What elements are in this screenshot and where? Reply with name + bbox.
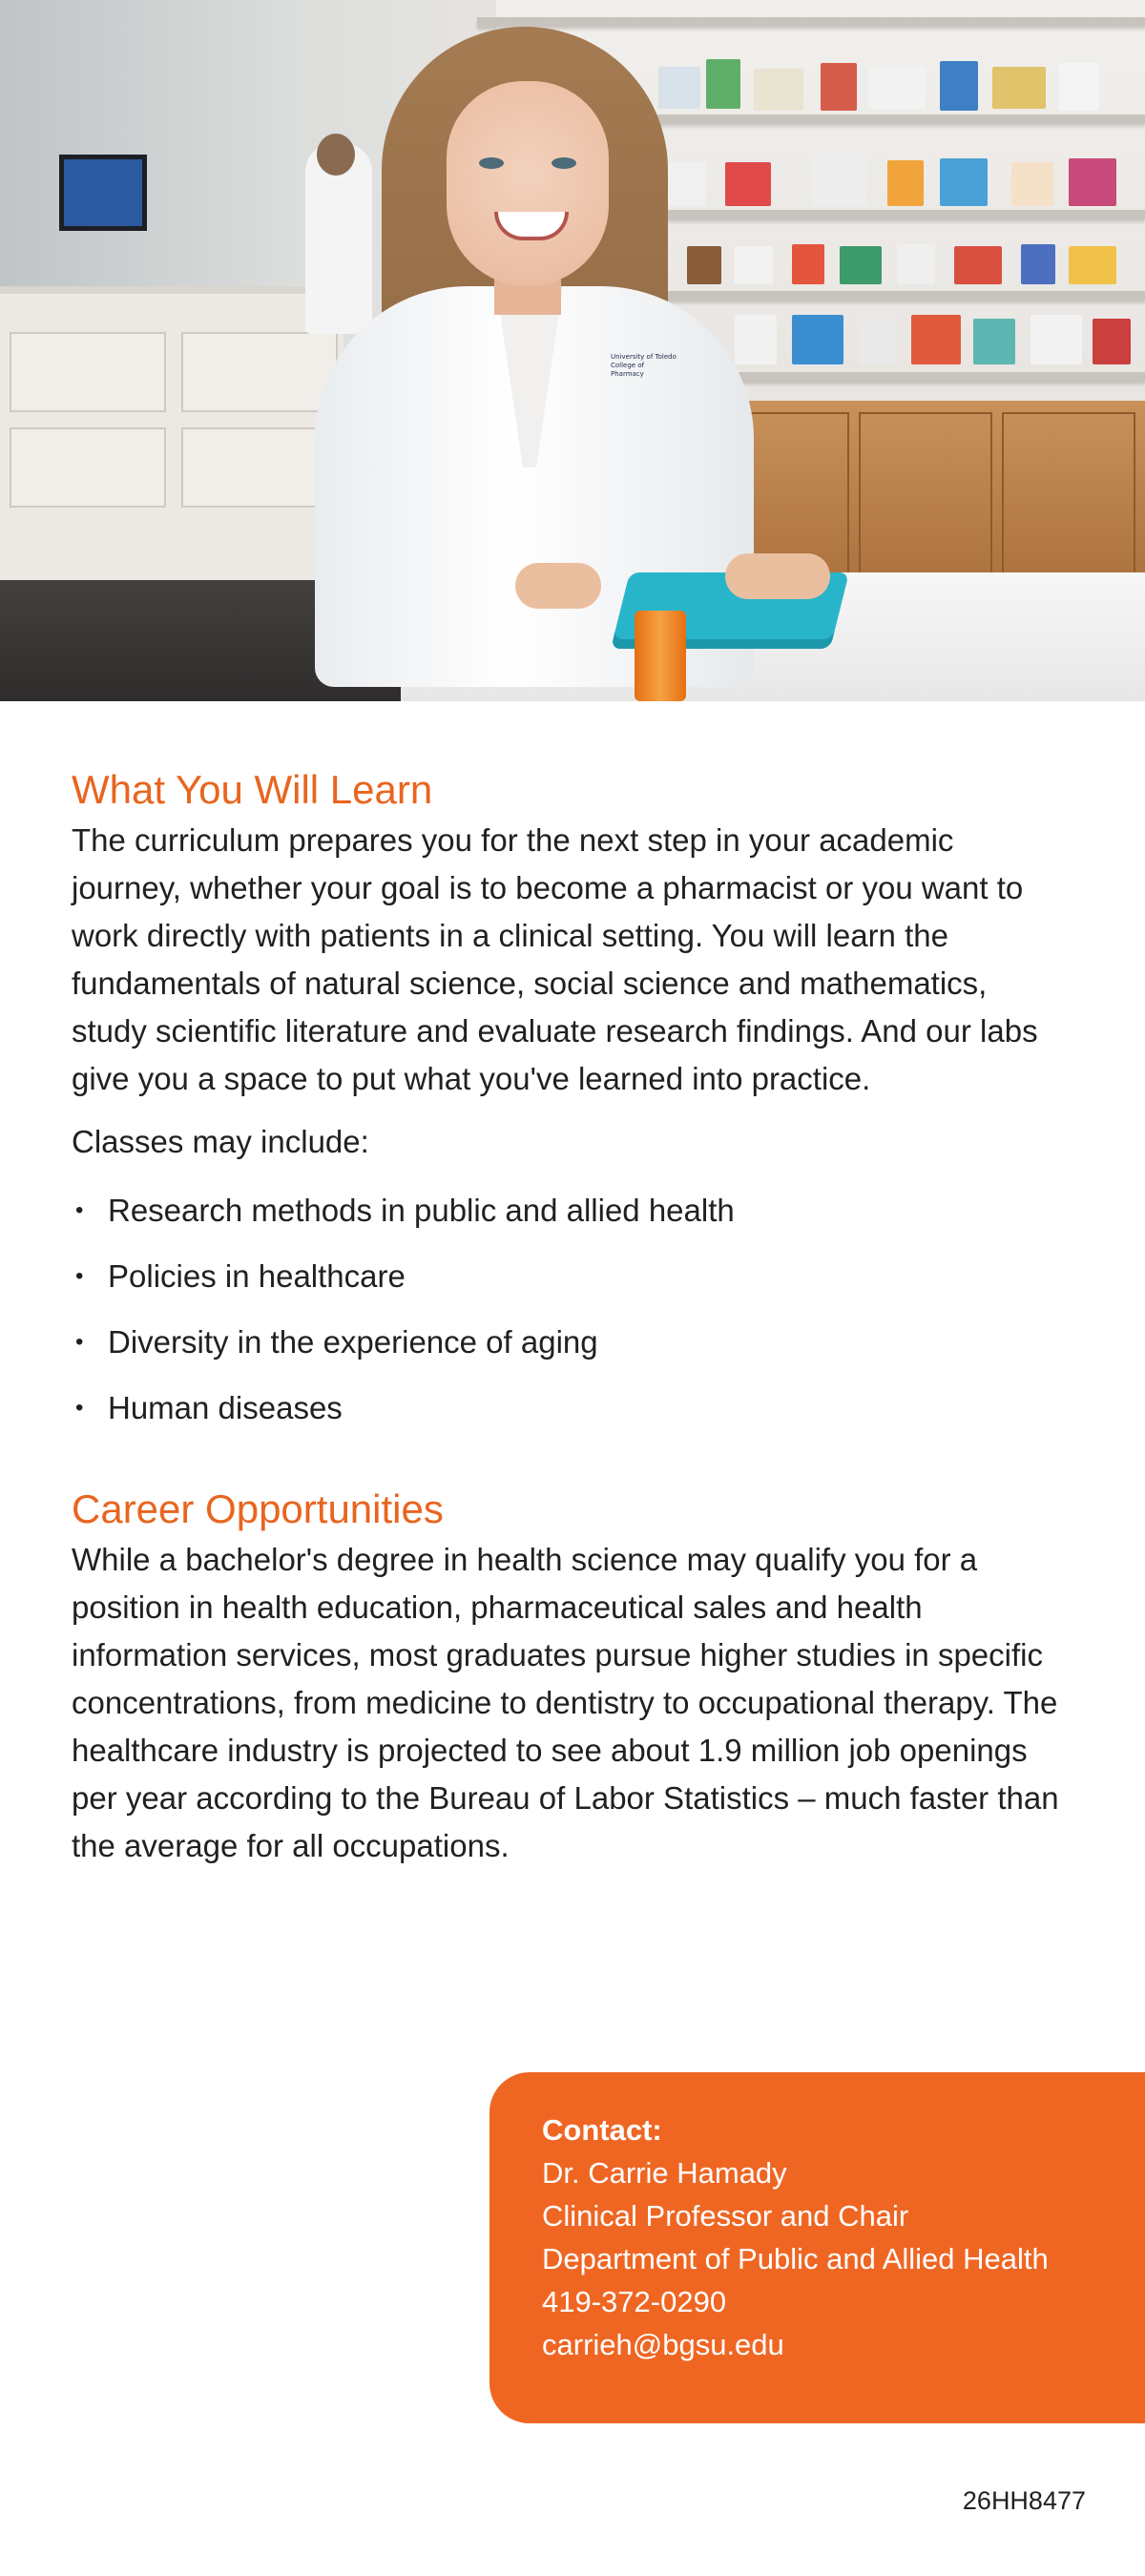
medicine-box (725, 162, 771, 206)
medicine-box (859, 319, 897, 364)
contact-email[interactable]: carrieh@bgsu.edu (542, 2328, 784, 2361)
career-heading: Career Opportunities (72, 1486, 444, 1531)
lab-back-counter (0, 286, 344, 580)
student-eye (479, 157, 504, 169)
contact-phone[interactable]: 419-372-0290 (542, 2285, 727, 2318)
medicine-box (940, 158, 988, 206)
medicine-box (940, 61, 978, 111)
contact-label: Contact: (542, 2113, 662, 2147)
medicine-box (658, 67, 700, 109)
medicine-box (1069, 158, 1116, 206)
computer-monitor (59, 155, 147, 231)
medicine-box (1021, 244, 1055, 284)
medicine-box (668, 162, 706, 206)
contact-name: Dr. Carrie Hamady (542, 2156, 787, 2190)
drawer (10, 332, 166, 412)
medicine-box (792, 315, 843, 364)
career-paragraph: While a bachelor's degree in health science may qualify you for a position in health education, pharmaceutical sales and health information services, most graduates pursue higher studies in specific concentrations, from medicine to dentistry to occupational therapy. The healthcare industry is projected to see about 1.9 million job openings per year according to the Bureau of Labor Statistics – much faster than the average for all occupations. (72, 1542, 1059, 1863)
medicine-box (1059, 63, 1099, 111)
coat-embroidery-line: University of Toledo (611, 353, 677, 361)
medicine-box (1093, 319, 1131, 364)
medicine-box (1030, 315, 1082, 364)
medicine-box (735, 246, 773, 284)
background-technician-head (317, 134, 355, 176)
list-item: • Diversity in the experience of aging (72, 1309, 1064, 1375)
cabinet-door (1002, 412, 1135, 593)
cabinet-door (859, 412, 992, 593)
medicine-box (1069, 246, 1116, 284)
contact-title: Clinical Professor and Chair (542, 2199, 909, 2233)
pill-bottle (635, 611, 686, 701)
classes-label: Classes may include: (72, 1124, 369, 1159)
medicine-box (911, 315, 961, 364)
list-item: • Human diseases (72, 1375, 1064, 1441)
classes-list (72, 1177, 1064, 1441)
shelf (477, 17, 1145, 27)
medicine-box (868, 67, 926, 109)
student-hand (515, 563, 601, 609)
medicine-box (1011, 162, 1053, 206)
medicine-box (897, 244, 935, 284)
main-content (72, 763, 1064, 1870)
drawer (10, 427, 166, 508)
learn-heading: What You Will Learn (72, 767, 433, 812)
hero-photo (0, 0, 1145, 701)
coat-embroidery-line: College of Pharmacy (611, 362, 645, 378)
list-item: • Research methods in public and allied health (72, 1177, 1064, 1243)
career-section (72, 1483, 1064, 1870)
coat-embroidery (611, 353, 677, 382)
student-hand (725, 553, 830, 599)
list-item: • Policies in healthcare (72, 1243, 1064, 1309)
medicine-box (992, 67, 1046, 109)
contact-department: Department of Public and Allied Health (542, 2242, 1049, 2275)
medicine-box (735, 315, 777, 364)
medicine-box (754, 69, 803, 111)
learn-paragraph: The curriculum prepares you for the next step in your academic journey, whether your goal is to become a pharmacist or you want to work directly with patients in a clinical setting. You will learn the fundamentals of natural science, social science and mathematics, study scientific literature and evaluate research findings. And our labs give you a space to put what you've learned into practice. (72, 822, 1038, 1096)
medicine-box (954, 246, 1002, 284)
medicine-box (973, 319, 1015, 364)
document-code: 26HH8477 (962, 2486, 1086, 2515)
medicine-box (811, 155, 866, 206)
medicine-box (821, 63, 857, 111)
medicine-box (687, 246, 721, 284)
student-eye (552, 157, 576, 169)
student-face (447, 81, 609, 286)
medicine-box (887, 160, 924, 206)
contact-panel (489, 2072, 1145, 2423)
drawer (181, 332, 338, 412)
medicine-box (840, 246, 882, 284)
medicine-box (706, 59, 740, 109)
medicine-box (792, 244, 824, 284)
